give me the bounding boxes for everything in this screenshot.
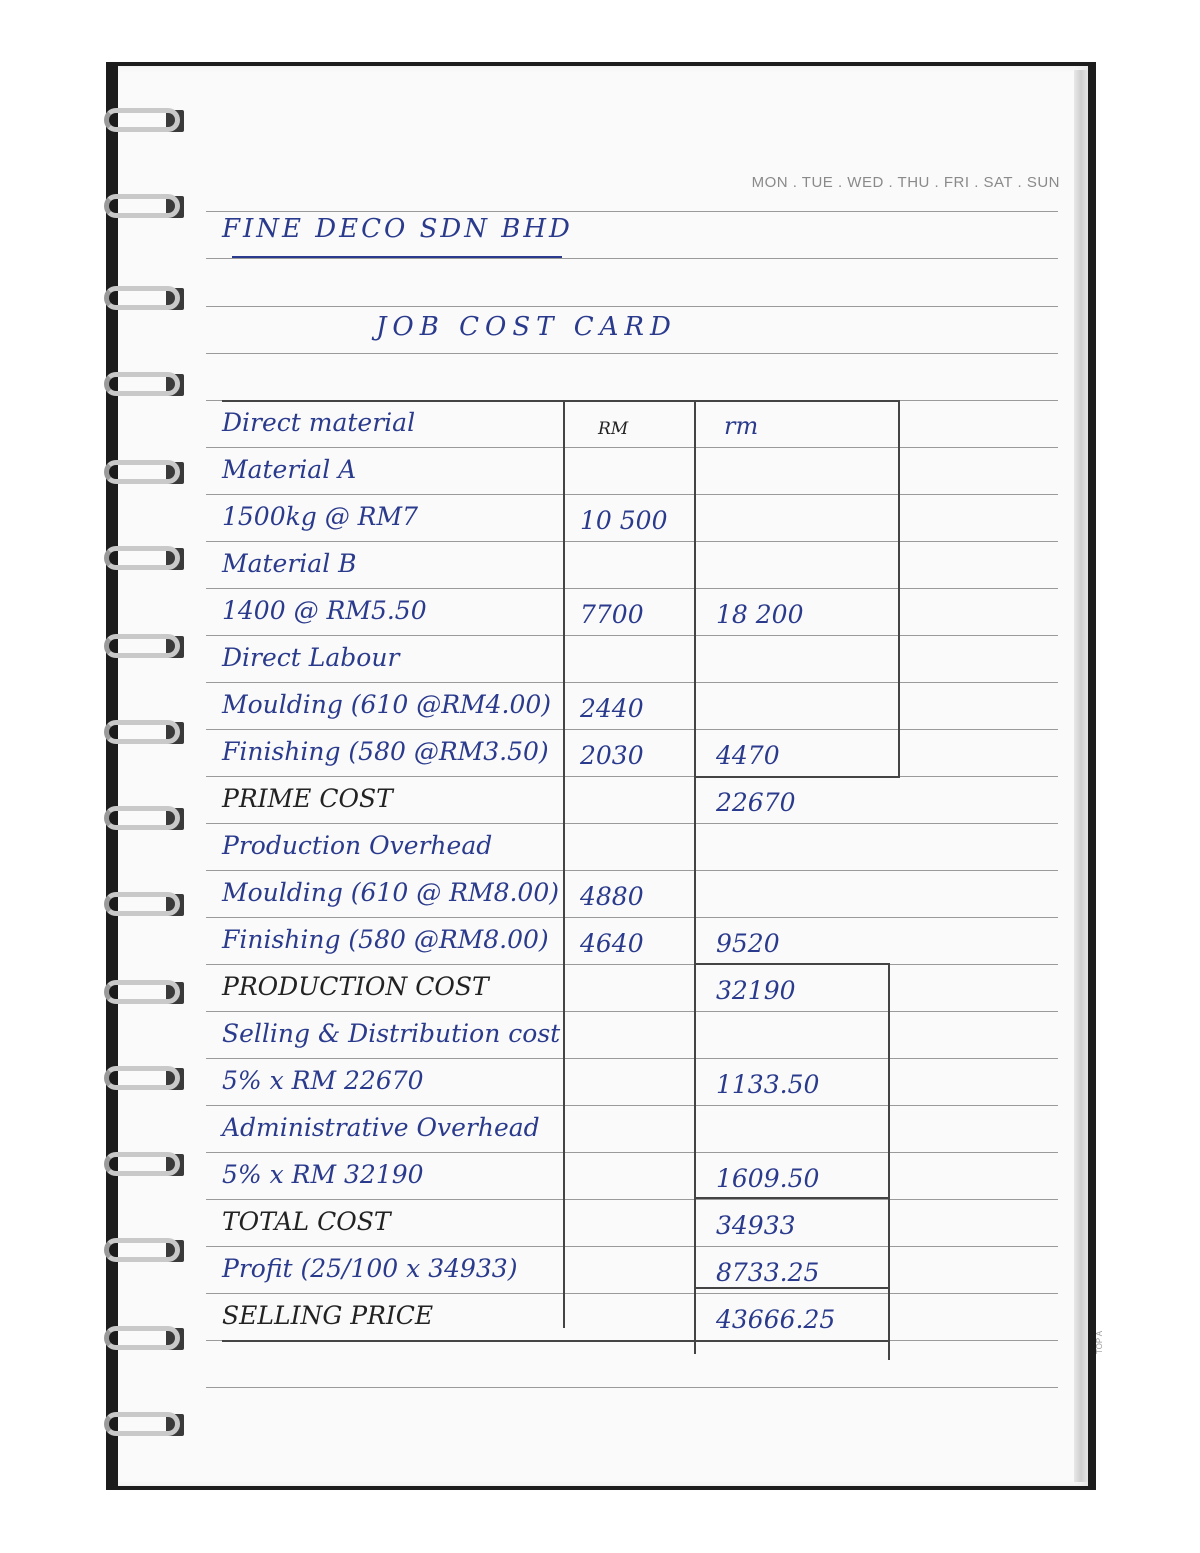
row-label: PRODUCTION COST [222,972,489,1001]
row-label: Administrative Overhead [222,1113,540,1142]
spiral-ring [100,1408,186,1442]
row-label: PRIME COST [222,784,393,813]
row-label: SELLING PRICE [222,1301,434,1330]
ruled-line [206,682,1058,683]
row-label: Finishing (580 @RM3.50) [222,737,549,766]
ruled-line [206,1011,1058,1012]
subtotal-line-3 [696,1197,890,1199]
document-title: JOB COST CARD [376,312,677,342]
row-total-rm: 18 200 [716,600,804,629]
spiral-ring [100,888,186,922]
page-side-mark: TOP A [1095,1330,1105,1355]
row-label: Material A [222,455,357,484]
ring-wire [104,806,180,830]
ruled-line [206,917,1058,918]
ruled-line [206,494,1058,495]
ruled-line [206,306,1058,307]
table-divider-1 [563,402,565,1328]
ring-wire [104,194,180,218]
row-total-rm: 34933 [716,1211,796,1240]
ruled-line [206,1246,1058,1247]
ruled-line [206,541,1058,542]
table-top-border [222,400,900,402]
row-label: Direct material [222,408,416,437]
ruled-line [206,964,1058,965]
spiral-ring [100,1322,186,1356]
ruled-line [206,729,1058,730]
ruled-line [206,353,1058,354]
row-amount-rm: 2440 [580,694,644,723]
row-amount-rm: 4880 [580,882,644,911]
row-total-rm: 1609.50 [716,1164,820,1193]
weekday-header: MON . TUE . WED . THU . FRI . SAT . SUN [751,174,1060,191]
spiral-ring [100,368,186,402]
row-amount-rm: 10 500 [580,506,668,535]
ruled-line [206,1387,1058,1388]
ruled-line [206,1058,1058,1059]
subtotal-line-2 [696,963,890,965]
spiral-ring [100,190,186,224]
row-label: Finishing (580 @RM8.00) [222,925,549,954]
row-total-rm: 9520 [716,929,780,958]
ruled-line [206,1105,1058,1106]
row-label: Moulding (610 @ RM8.00) [222,878,559,907]
spiral-ring [100,282,186,316]
row-label: Direct Labour [222,643,400,672]
ruled-line [206,1199,1058,1200]
row-label: Production Overhead [222,831,493,860]
ring-wire [104,980,180,1004]
row-total-rm: 4470 [716,741,780,770]
table-divider-3 [898,402,900,778]
row-label: 1400 @ RM5.50 [222,596,427,625]
ruled-line [206,823,1058,824]
row-total-rm: 43666.25 [716,1305,836,1334]
spiral-ring [100,1148,186,1182]
page-stack-edge [1074,70,1088,1482]
company-underline [232,256,562,258]
spiral-ring [100,1234,186,1268]
spiral-ring [100,104,186,138]
table-divider-2 [694,402,696,1354]
ring-wire [104,634,180,658]
ruled-line [206,211,1058,212]
spiral-ring [100,802,186,836]
spiral-ring [100,456,186,490]
ring-wire [104,1152,180,1176]
row-amount-rm: 4640 [580,929,644,958]
column-header-rm-2: rm [724,412,759,440]
ring-wire [104,720,180,744]
ring-wire [104,286,180,310]
row-label: 5% x RM 22670 [222,1066,424,1095]
ruled-line [206,588,1058,589]
row-total-rm: 22670 [716,788,796,817]
ring-wire [104,372,180,396]
spiral-ring [100,716,186,750]
company-name: FINE DECO SDN BHD [222,214,573,244]
table-divider-4 [888,964,890,1360]
spiral-ring [100,630,186,664]
row-label: Profit (25/100 x 34933) [222,1254,518,1283]
ring-wire [104,1066,180,1090]
row-total-rm: 1133.50 [716,1070,820,1099]
row-total-rm: 32190 [716,976,796,1005]
ruled-line [206,1152,1058,1153]
ruled-line [206,635,1058,636]
subtotal-line-4 [696,1287,890,1289]
row-label: 5% x RM 32190 [222,1160,424,1189]
ring-wire [104,1412,180,1436]
ring-wire [104,546,180,570]
ring-wire [104,108,180,132]
row-amount-rm: 2030 [580,741,644,770]
row-label: 1500kg @ RM7 [222,502,418,531]
ruled-line [206,447,1058,448]
row-label: TOTAL COST [222,1207,391,1236]
row-amount-rm: 7700 [580,600,644,629]
ruled-line [206,870,1058,871]
table-bottom-border [222,1340,890,1342]
spiral-ring [100,976,186,1010]
ruled-line [206,1293,1058,1294]
ring-wire [104,892,180,916]
ring-wire [104,1238,180,1262]
ruled-line [206,258,1058,259]
ruled-line [206,776,1058,777]
spiral-ring [100,542,186,576]
row-label: Moulding (610 @RM4.00) [222,690,552,719]
ring-wire [104,460,180,484]
row-label: Selling & Distribution cost [222,1019,561,1048]
ring-wire [104,1326,180,1350]
subtotal-line-1 [696,776,900,778]
row-label: Material B [222,549,357,578]
column-header-rm-1: rm [598,412,629,440]
spiral-ring [100,1062,186,1096]
row-total-rm: 8733.25 [716,1258,820,1287]
